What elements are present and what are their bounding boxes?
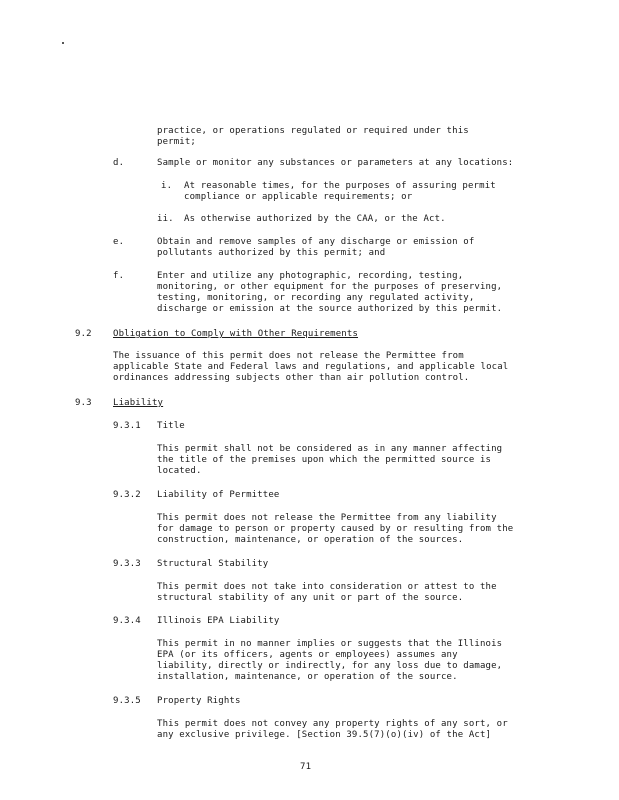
- item-f-line: discharge or emission at the source authorized by this permit.: [157, 304, 503, 314]
- item-f-label: f.: [113, 271, 125, 281]
- item-d-i-line: At reasonable times, for the purposes of assuring permit: [184, 181, 496, 191]
- subsection-line: This permit does not release the Permittee from any liability: [157, 513, 497, 523]
- subsection-line: the title of the premises upon which the permitted source is: [157, 455, 492, 465]
- subsection-line: installation, maintenance, or operation of the source.: [157, 672, 458, 682]
- page-number: 71: [300, 762, 312, 772]
- item-e-line: pollutants authorized by this permit; and: [157, 248, 386, 258]
- section-9-2-line: ordinances addressing subjects other than air pollution control.: [113, 373, 470, 383]
- subsection-line: liability, directly or indirectly, for any loss due to damage,: [157, 661, 503, 671]
- subsection-number: 9.3.3: [113, 559, 141, 569]
- item-f-line: monitoring, or other equipment for the purposes of preserving,: [157, 282, 503, 292]
- section-9-2-number: 9.2: [75, 329, 92, 339]
- item-e-label: e.: [113, 237, 125, 247]
- subsection-line: located.: [157, 466, 202, 476]
- item-d-text: Sample or monitor any substances or parameters at any locations:: [157, 158, 514, 168]
- item-d-ii-text: As otherwise authorized by the CAA, or the Act.: [184, 214, 446, 224]
- continuation-line: practice, or operations regulated or required under this: [157, 126, 469, 136]
- section-9-3-title: Liability: [113, 398, 164, 408]
- subsection-number: 9.3.5: [113, 696, 141, 706]
- subsection-title: Structural Stability: [157, 559, 269, 569]
- subsection-line: EPA (or its officers, agents or employees) assumes any: [157, 650, 458, 660]
- continuation-line: permit;: [157, 137, 196, 147]
- subsection-line: for damage to person or property caused by or resulting from the: [157, 524, 514, 534]
- section-9-2-title: Obligation to Comply with Other Requirements: [113, 329, 359, 339]
- section-9-2-line: The issuance of this permit does not release the Permittee from: [113, 351, 464, 361]
- section-9-2-line: applicable State and Federal laws and regulations, and applicable local: [113, 362, 509, 372]
- subsection-line: This permit shall not be considered as in any manner affecting: [157, 444, 503, 454]
- item-d-i-label: i.: [161, 181, 173, 191]
- subsection-title: Liability of Permittee: [157, 490, 280, 500]
- section-9-3-number: 9.3: [75, 398, 92, 408]
- subsection-title: Illinois EPA Liability: [157, 616, 280, 626]
- item-d-label: d.: [113, 158, 125, 168]
- subsection-title: Property Rights: [157, 696, 241, 706]
- subsection-number: 9.3.2: [113, 490, 141, 500]
- item-f-line: testing, monitoring, or recording any regulated activity,: [157, 293, 475, 303]
- subsection-number: 9.3.1: [113, 421, 141, 431]
- subsection-line: construction, maintenance, or operation of the sources.: [157, 535, 464, 545]
- item-f-line: Enter and utilize any photographic, recording, testing,: [157, 271, 464, 281]
- scan-speck: [62, 42, 64, 44]
- subsection-number: 9.3.4: [113, 616, 141, 626]
- item-d-i-line: compliance or applicable requirements; or: [184, 192, 413, 202]
- subsection-line: structural stability of any unit or part of the source.: [157, 593, 464, 603]
- subsection-line: This permit does not take into consideration or attest to the: [157, 582, 497, 592]
- subsection-title: Title: [157, 421, 185, 431]
- item-e-line: Obtain and remove samples of any discharge or emission of: [157, 237, 475, 247]
- item-d-ii-label: ii.: [157, 214, 174, 224]
- subsection-line: any exclusive privilege. [Section 39.5(7)(o)(iv) of the Act]: [157, 730, 492, 740]
- subsection-line: This permit in no manner implies or suggests that the Illinois: [157, 639, 503, 649]
- subsection-line: This permit does not convey any property rights of any sort, or: [157, 719, 508, 729]
